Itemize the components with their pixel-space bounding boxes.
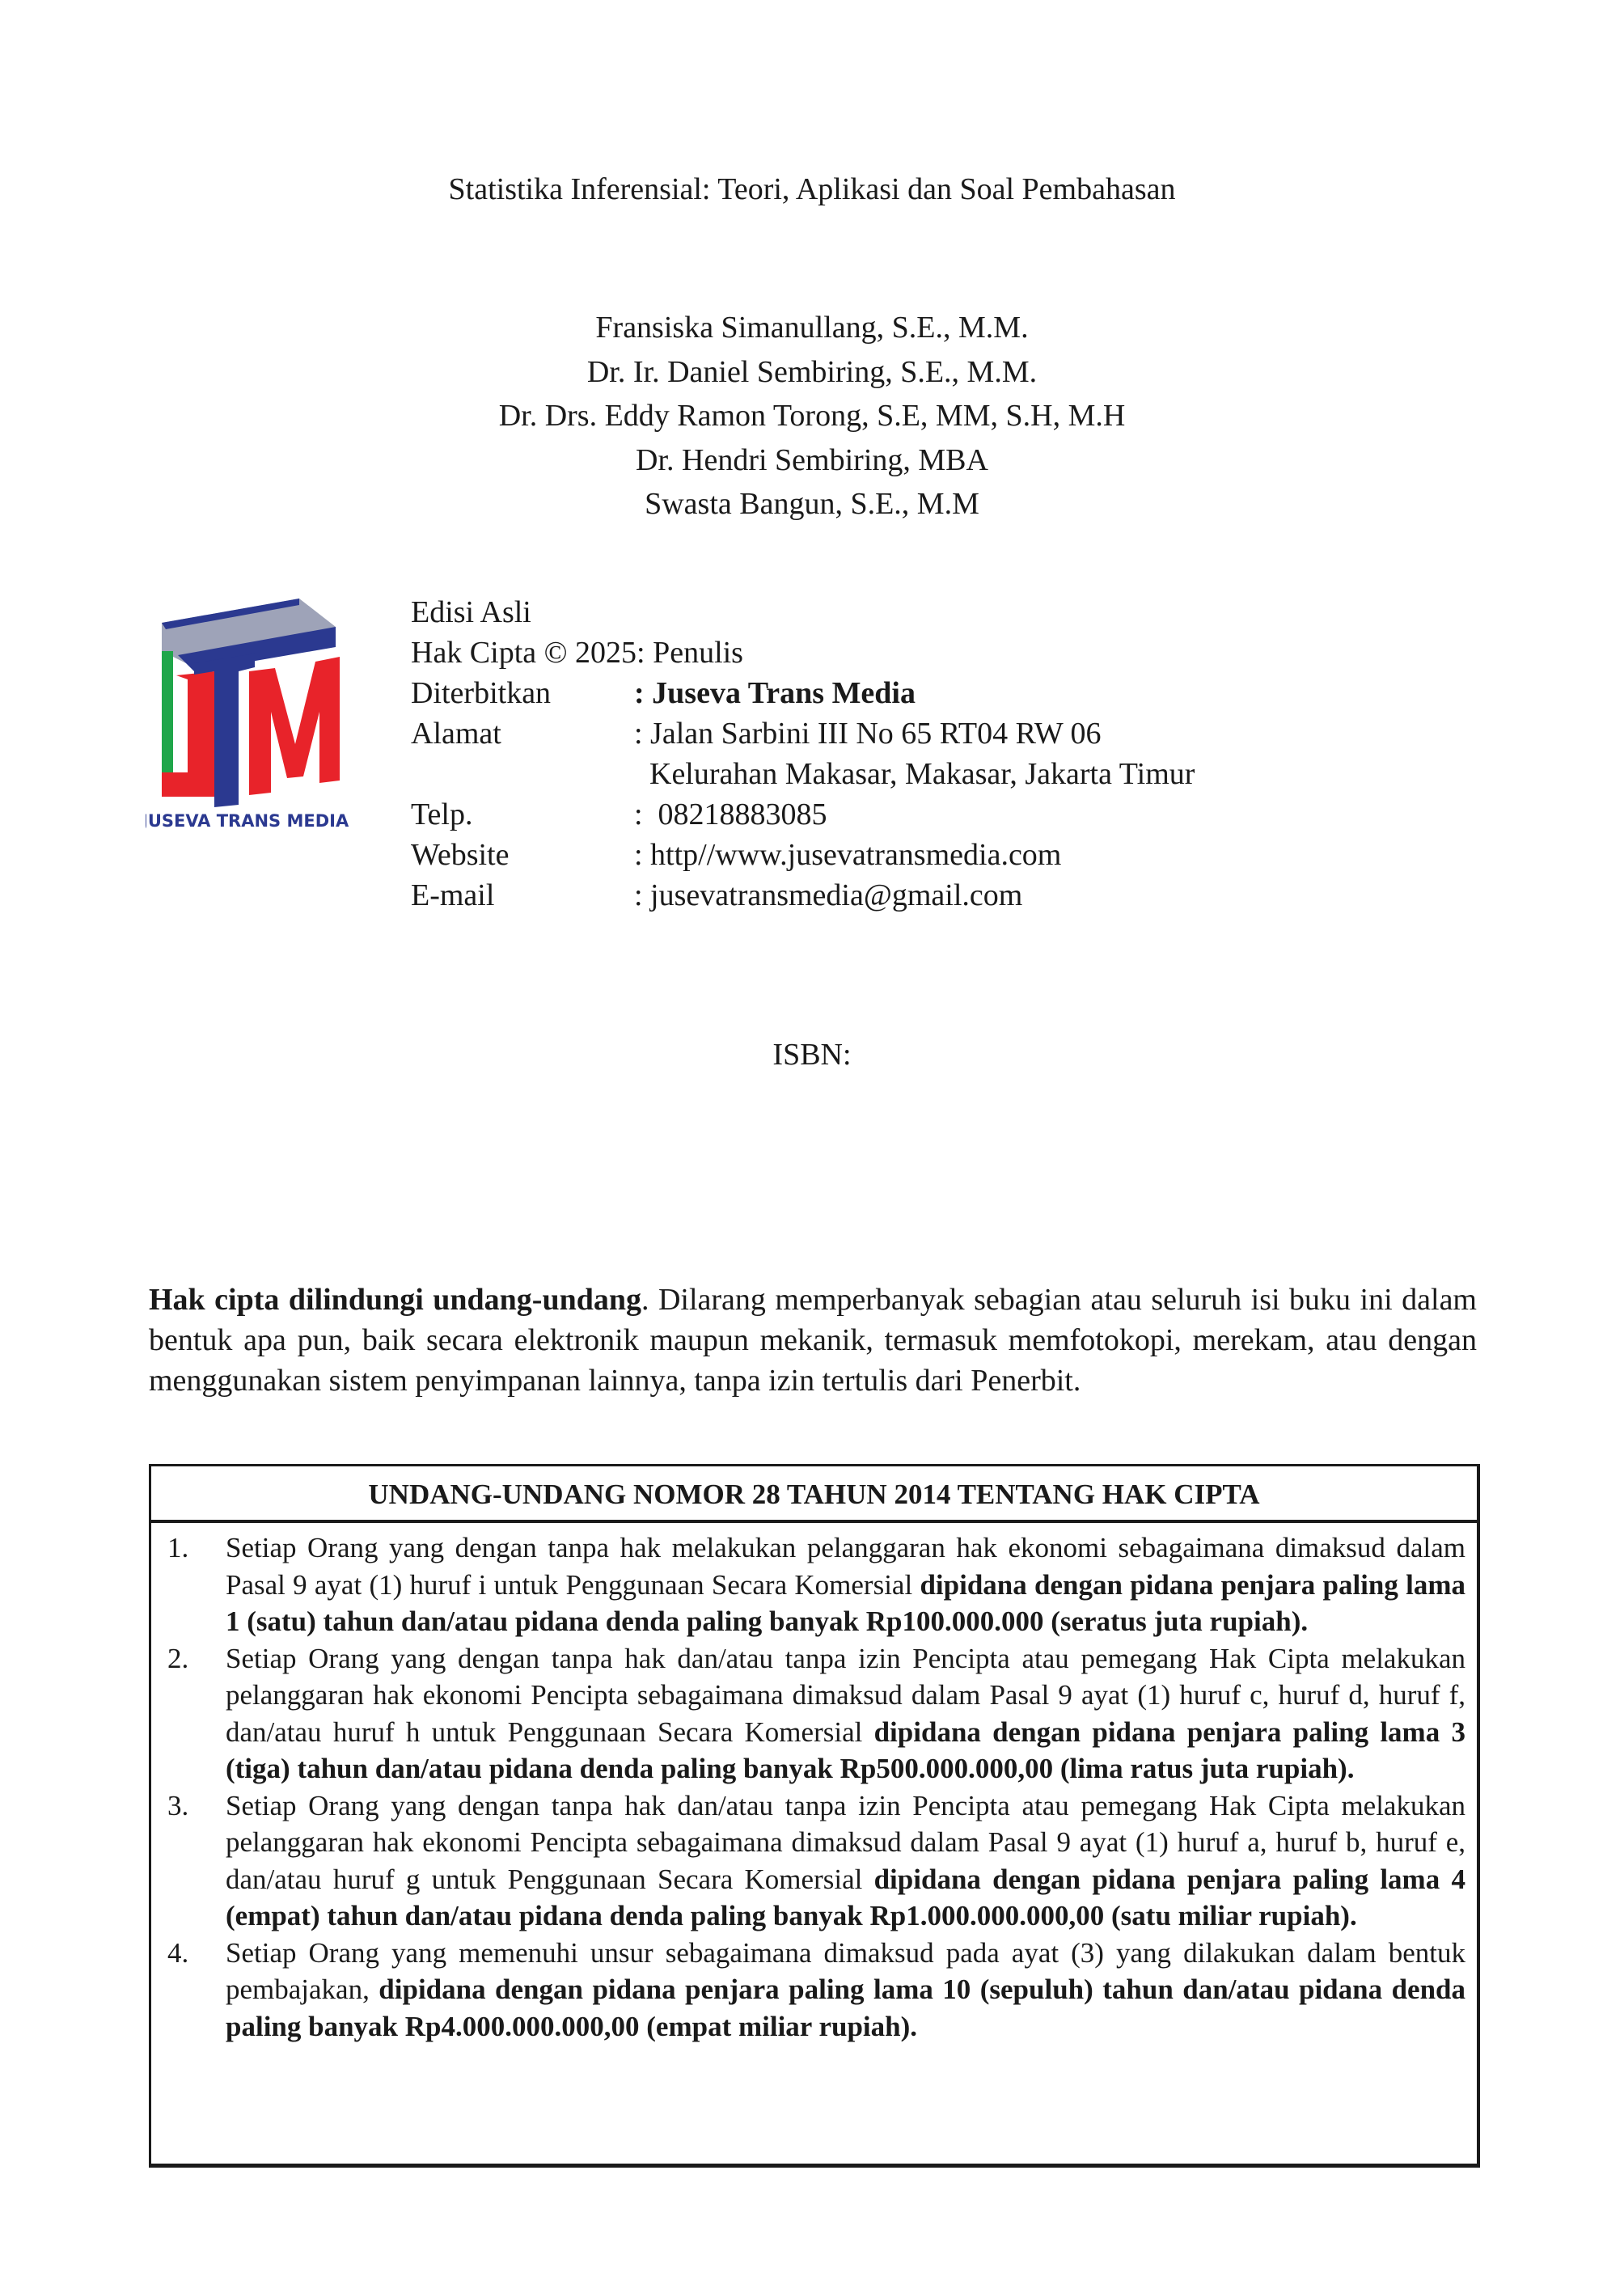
info-row-phone <box>411 794 1195 835</box>
info-value: : 08218883085 <box>634 797 827 831</box>
copyright-line: Hak Cipta © 2025: Penulis <box>411 636 743 670</box>
law-item-penalty: dipidana dengan pidana penjara paling lama 3 (tiga) tahun dan/atau pidana denda paling banyak Rp500.000.000,00 (lima ratus juta rupiah). <box>226 1716 1465 1784</box>
info-row-website <box>411 835 1195 875</box>
book-title: Statistika Inferensial: Teori, Aplikasi dan Soal Pembahasan <box>448 172 1176 206</box>
law-item <box>163 1640 1465 1787</box>
law-item-normal: Setiap Orang yang dengan tanpa hak dan/atau tanpa izin Pencipta atau pemegang Hak Cipta melakukan pelanggaran hak ekonomi Pencipta sebagaimana dimaksud dalam Pasal 9 ayat (1) huruf a, huruf b, huruf e, dan/atau huruf g untuk Penggunaan Secara Komersial <box>226 1789 1465 1895</box>
copyright-notice <box>149 1280 1477 1401</box>
publisher-logo-text: JUSEVA TRANS MEDIA <box>146 811 349 831</box>
website-link[interactable]: : http//www.jusevatransmedia.com <box>634 838 1062 872</box>
law-item-penalty: dipidana dengan pidana penjara paling lama 10 (sepuluh) tahun dan/atau pidana denda paling banyak Rp4.000.000.000,00 (empat miliar rupiah). <box>226 1974 1465 2042</box>
jtm-book-logo-icon <box>146 590 372 833</box>
law-item-penalty: dipidana dengan pidana penjara paling lama 1 (satu) tahun dan/atau pidana denda paling banyak Rp100.000.000 (seratus juta rupiah). <box>226 1568 1465 1637</box>
notice-bold: Hak cipta dilindungi undang-undang <box>149 1283 641 1317</box>
info-label: Telp. <box>411 797 473 831</box>
law-item-text <box>226 1935 1465 2046</box>
law-item-text <box>226 1787 1465 1935</box>
law-item-number: 2. <box>167 1642 189 1674</box>
info-value: Kelurahan Makasar, Makasar, Jakarta Timur <box>634 757 1195 791</box>
law-title: UNDANG-UNDANG NOMOR 28 TAHUN 2014 TENTANG HAK CIPTA <box>151 1466 1477 1523</box>
info-value: : Jalan Sarbini III No 65 RT04 RW 06 <box>634 717 1102 751</box>
info-row-address <box>411 713 1195 754</box>
publisher-logo <box>146 590 372 833</box>
author-name: Dr. Drs. Eddy Ramon Torong, S.E, MM, S.H, M.H <box>498 399 1126 433</box>
law-item-normal: Setiap Orang yang dengan tanpa hak dan/atau tanpa izin Pencipta atau pemegang Hak Cipta melakukan pelanggaran hak ekonomi Pencipta sebagaimana dimaksud dalam Pasal 9 ayat (1) huruf c, huruf d, huruf f, dan/atau huruf h untuk Penggunaan Secara Komersial <box>226 1642 1465 1748</box>
law-item <box>163 1935 1465 2046</box>
info-row-publisher <box>411 673 1195 713</box>
email-link[interactable]: : jusevatransmedia@gmail.com <box>634 878 1023 912</box>
author-name: Fransiska Simanullang, S.E., M.M. <box>595 311 1029 345</box>
isbn-label: ISBN: <box>772 1038 852 1072</box>
info-value: : Juseva Trans Media <box>634 676 916 710</box>
law-item-number: 1. <box>167 1532 189 1563</box>
info-row-address-cont <box>411 754 1195 794</box>
info-row-email <box>411 875 1195 916</box>
author-name: Swasta Bangun, S.E., M.M <box>645 487 979 521</box>
info-label: Website <box>411 838 510 872</box>
law-item-number: 4. <box>167 1936 189 1969</box>
law-item-text <box>226 1640 1465 1787</box>
edition-label: Edisi Asli <box>411 595 531 629</box>
author-name: Dr. Ir. Daniel Sembiring, S.E., M.M. <box>586 354 1038 389</box>
info-label: E-mail <box>411 878 495 912</box>
info-label: Diterbitkan <box>411 676 552 710</box>
law-item <box>163 1787 1465 1935</box>
info-label: Alamat <box>411 717 501 751</box>
law-item-number: 3. <box>167 1789 189 1821</box>
notice-text: . Dilarang memperbanyak sebagian atau seluruh isi buku ini dalam bentuk apa pun, baik secara elektronik maupun mekanik, termasuk memfotokopi, merekam, atau dengan menggunakan sistem penyimpanan lainnya, tanpa izin tertulis dari Penerbit. <box>149 1283 1477 1398</box>
law-item-normal: Setiap Orang yang memenuhi unsur sebagaimana dimaksud pada ayat (3) yang dilakukan dalam bentuk pembajakan, <box>226 1936 1465 2005</box>
copyright-law-box <box>149 1464 1480 2168</box>
publication-info <box>411 592 1195 916</box>
law-item-text <box>226 1529 1465 1640</box>
author-list <box>0 306 1624 527</box>
author-name: Dr. Hendri Sembiring, MBA <box>636 442 988 477</box>
law-item-penalty: dipidana dengan pidana penjara paling lama 4 (empat) tahun dan/atau pidana denda paling banyak Rp1.000.000.000,00 (satu miliar rupiah). <box>226 1863 1465 1931</box>
law-item-normal: Setiap Orang yang dengan tanpa hak melakukan pelanggaran hak ekonomi sebagaimana dimaksud dalam Pasal 9 ayat (1) huruf i untuk Penggunaan Secara Komersial <box>226 1532 1465 1601</box>
law-item <box>163 1529 1465 1640</box>
info-label <box>411 754 634 794</box>
law-list <box>151 1523 1477 2045</box>
